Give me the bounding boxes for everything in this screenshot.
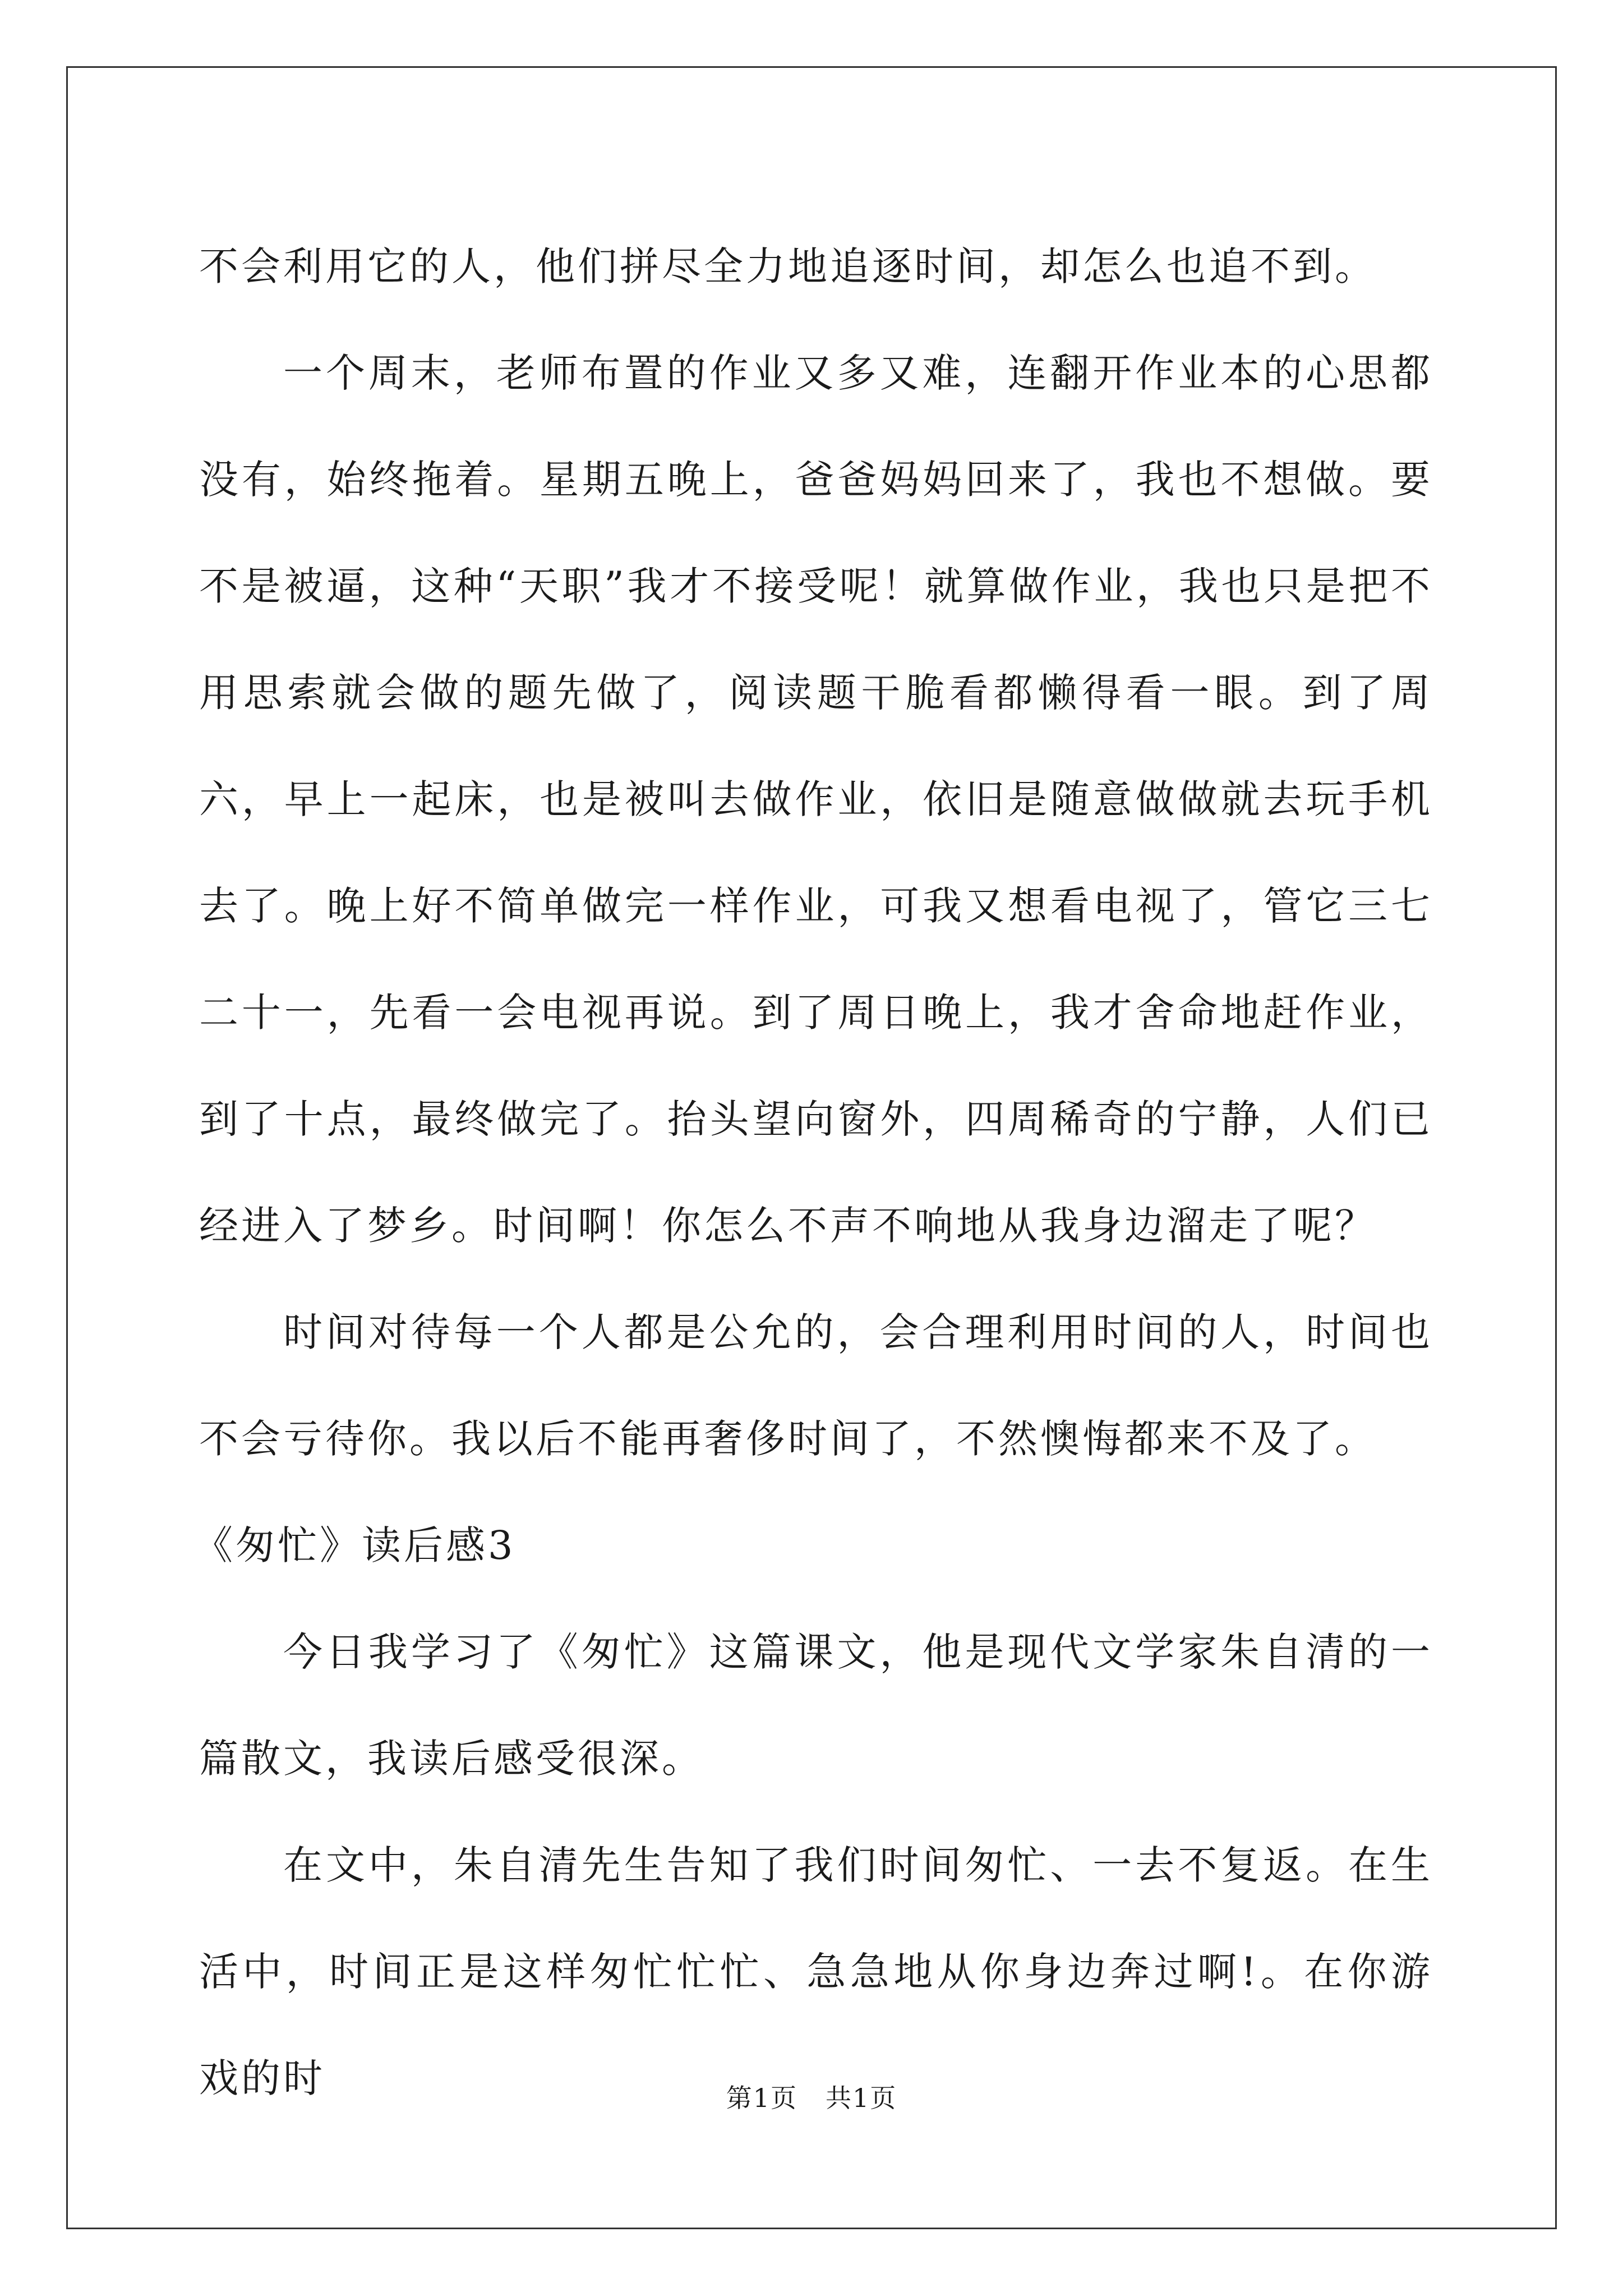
page-number: 第1页 (726, 2083, 798, 2113)
page-total: 共1页 (825, 2083, 897, 2113)
paragraph-3: 时间对待每一个人都是公允的，会合理利用时间的人，时间也不会亏待你。我以后不能再奢侈时间了，不然懊悔都来不及了。 (199, 1309, 1433, 1462)
paragraph-5: 在文中，朱自清先生告知了我们时间匆忙、一去不复返。在生活中，时间正是这样匆忙忙忙、急急地从你身边奔过啊!。在你游戏的时 (199, 1842, 1433, 2101)
page-footer (0, 2081, 1623, 2115)
section-heading: 《匆忙》读后感3 (193, 1522, 516, 1568)
paragraph-2: 一个周末，老师布置的作业又多又难，连翻开作业本的心思都没有，始终拖着。星期五晚上，爸爸妈妈回来了，我也不想做。要不是被逼，这种“天职”我才不接受呢！就算做作业，我也只是把不用思索就会做的题先做了，阅读题干脆看都懒得看一眼。到了周六，早上一起床，也是被叫去做作业，依旧是随意做做就去玩手机去了。晚上好不简单做完一样作业，可我又想看电视了，管它三七二十一，先看一会电视再说。到了周日晚上，我才舍命地赶作业，到了十点，最终做完了。抬头望向窗外，四周稀奇的宁静，人们已经进入了梦乡。时间啊！你怎么不声不响地从我身边溜走了呢？ (199, 350, 1433, 1249)
document-body (193, 213, 1433, 2132)
paragraph-4: 今日我学习了《匆忙》这篇课文，他是现代文学家朱自清的一篇散文，我读后感受很深。 (199, 1629, 1433, 1782)
paragraph-1: 不会利用它的人，他们拼尽全力地追逐时间，却怎么也追不到。 (199, 243, 1377, 289)
